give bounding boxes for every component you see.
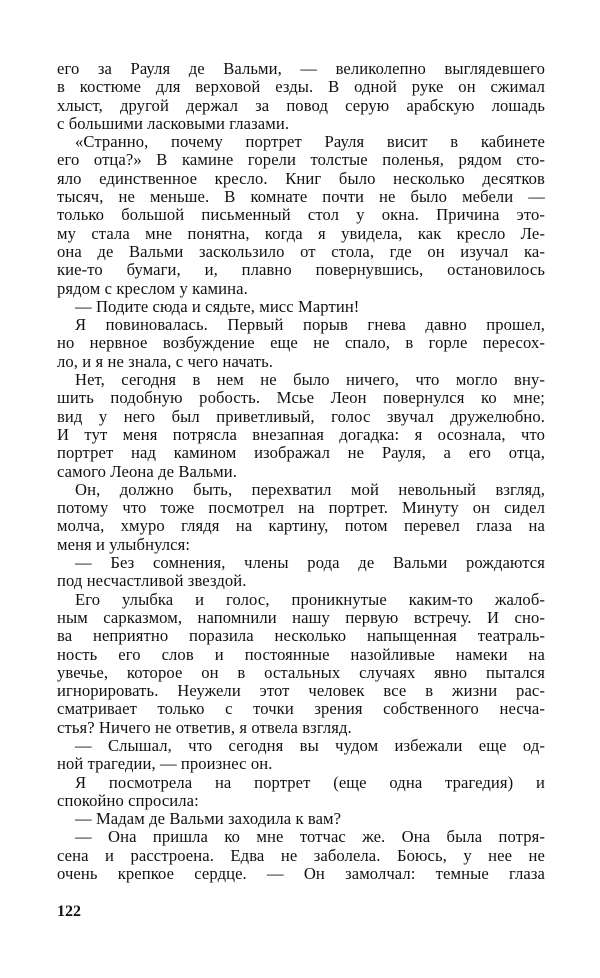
text-line: спокойно спросила: bbox=[57, 790, 199, 810]
text-line: яло единственное кресло. Книг было несколько десятков bbox=[57, 168, 545, 188]
text-line: портрет над камином изображал не Рауля, а его отца, bbox=[57, 443, 545, 463]
text-line: ной трагедии, — произнес он. bbox=[57, 754, 273, 774]
page-number: 122 bbox=[57, 903, 81, 920]
text-line: Нет, сегодня в нем не было ничего, что могло вну- bbox=[75, 370, 545, 390]
text-line: ным сарказмом, напомнили нашу первую встречу. И сно- bbox=[57, 607, 545, 627]
text-line: увечье, которое он в остальных случаях явно пытался bbox=[57, 662, 545, 682]
text-line: хлыст, другой держал за повод серую арабскую лошадь bbox=[57, 95, 545, 115]
text-line: — Без сомнения, члены рода де Вальми рождаются bbox=[75, 553, 545, 573]
page-body-text bbox=[57, 60, 545, 883]
text-line: шить подобную робость. Мсье Леон повернулся ко мне; bbox=[57, 388, 545, 408]
text-line: Я посмотрела на портрет (еще одна трагедия) и bbox=[75, 772, 545, 792]
text-line: ло, и я не знала, с чего начать. bbox=[57, 351, 274, 371]
text-line: — Она пришла ко мне тотчас же. Она была потря- bbox=[75, 827, 545, 847]
text-line: в костюме для верховой езды. В одной руке он сжимал bbox=[57, 77, 545, 97]
text-line: сматривает только с точки зрения собственного несча- bbox=[57, 699, 545, 719]
text-line: Его улыбка и голос, проникнутые каким-то жалоб- bbox=[75, 589, 545, 609]
text-line: только большой письменный стол у окна. Причина это- bbox=[57, 205, 545, 225]
text-line: Я повиновалась. Первый порыв гнева давно прошел, bbox=[75, 315, 545, 335]
text-line: очень крепкое сердце. — Он замолчал: темные глаза bbox=[57, 864, 545, 884]
text-line: игнорировать. Неужели этот человек все в жизни рас- bbox=[57, 681, 545, 701]
text-line: вид у него был приветливый, голос звучал дружелюбно. bbox=[57, 406, 545, 426]
text-line: его отца?» В камине горели толстые поленья, рядом сто- bbox=[57, 150, 545, 170]
text-line: — Подите сюда и сядьте, мисс Мартин! bbox=[75, 296, 360, 316]
text-line: рядом с креслом у камина. bbox=[57, 278, 248, 298]
text-line: — Мадам де Вальми заходила к вам? bbox=[75, 809, 342, 829]
text-line: сена и расстроена. Едва не заболела. Боюсь, у нее не bbox=[57, 845, 545, 865]
text-line: его за Рауля де Вальми, — великолепно выглядевшего bbox=[57, 59, 545, 78]
text-line: меня и улыбнулся: bbox=[57, 534, 191, 554]
text-line: стья? Ничего не ответив, я отвела взгляд. bbox=[57, 717, 352, 737]
text-line: «Странно, почему портрет Рауля висит в кабинете bbox=[75, 132, 545, 152]
text-line: Он, должно быть, перехватил мой невольный взгляд, bbox=[75, 479, 545, 499]
text-line: с большими ласковыми глазами. bbox=[57, 113, 290, 133]
text-line: тысяч, не меньше. В комнате почти не было мебели — bbox=[57, 187, 545, 207]
text-line: самого Леона де Вальми. bbox=[57, 461, 237, 481]
text-line: ва неприятно поразила несколько напыщенная театраль- bbox=[57, 626, 545, 646]
text-line: потому что тоже посмотрел на портрет. Минуту он сидел bbox=[57, 498, 545, 518]
text-line: молча, хмуро глядя на картину, потом перевел глаза на bbox=[57, 516, 545, 536]
text-line: но нервное возбуждение еще не спало, в горле пересох- bbox=[57, 333, 545, 353]
text-line: И тут меня потрясла внезапная догадка: я осознала, что bbox=[57, 424, 545, 444]
text-line: му стала мне понятна, когда я увидела, как кресло Ле- bbox=[57, 223, 545, 243]
text-line: ность его слов и постоянные назойливые намеки на bbox=[57, 644, 545, 664]
text-line: под несчастливой звездой. bbox=[57, 571, 247, 591]
text-line: кие-то бумаги, и, плавно повернувшись, остановилось bbox=[57, 260, 545, 280]
text-line: она де Вальми заскользило от стола, где он изучал ка- bbox=[57, 241, 545, 261]
text-line: — Слышал, что сегодня вы чудом избежали еще од- bbox=[75, 735, 545, 755]
